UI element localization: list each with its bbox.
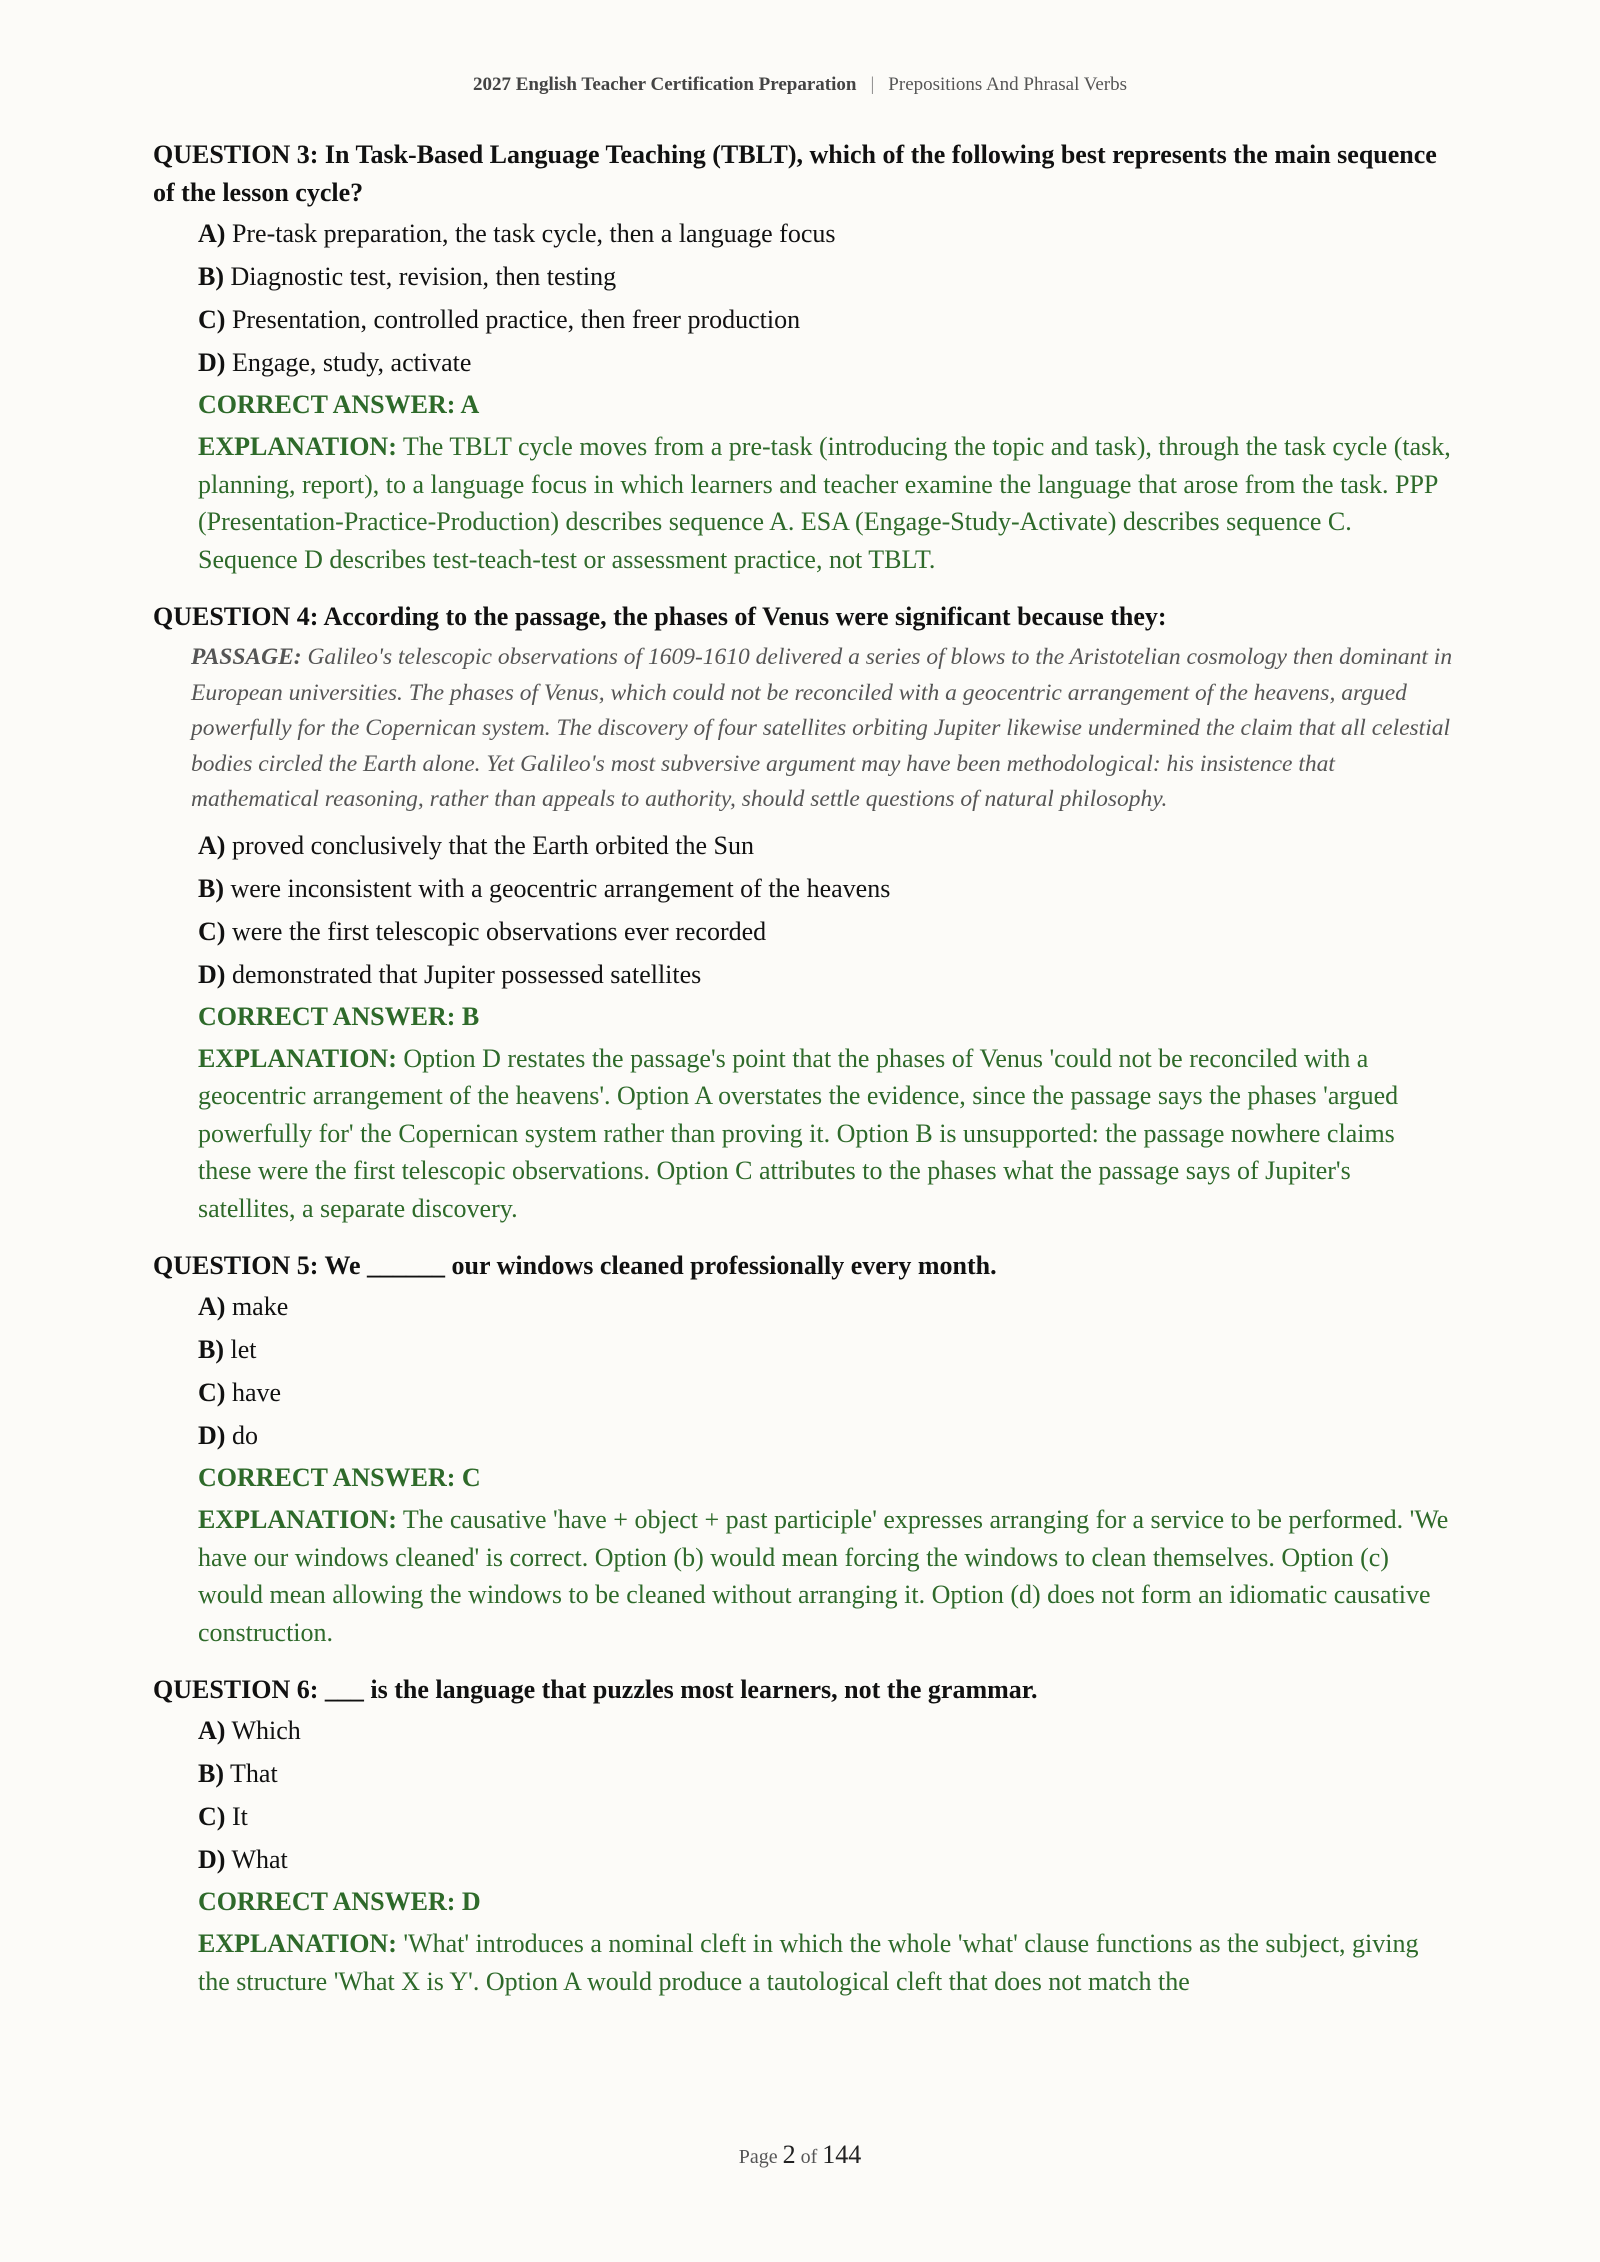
option-item — [198, 867, 1453, 910]
option-text: Engage, study, activate — [231, 348, 472, 377]
option-list — [198, 1709, 1453, 1881]
option-text: do — [231, 1421, 258, 1450]
question-block — [153, 136, 1453, 578]
option-letter: C) — [198, 916, 226, 946]
option-text: let — [230, 1335, 257, 1364]
option-item — [198, 1328, 1453, 1371]
page-footer — [0, 2140, 1600, 2170]
correct-answer: CORRECT ANSWER: D — [198, 1887, 481, 1916]
page-header — [0, 74, 1600, 96]
option-text: make — [231, 1292, 289, 1321]
option-text: It — [231, 1802, 248, 1831]
explanation-label: EXPLANATION: — [198, 1929, 397, 1958]
option-text: proved conclusively that the Earth orbited the Sun — [231, 830, 754, 860]
option-item — [198, 1795, 1453, 1838]
passage-text: Galileo's telescopic observations of 1609-1610 delivered a series of blows to the Aristotelian cosmology then dominant in European universities. The phases of Venus, which could not be reconciled with a geocentric arrangement of the heavens, argued powerfully for the Copernican system. The discovery of four satellites orbiting Jupiter likewise undermined the claim that all celestial bodies circled the Earth alone. Yet Galileo's most subversive argument may have been methodological: his insistence that mathematical reasoning, rather than appeals to authority, should settle questions of natural philosophy. — [191, 644, 1453, 812]
option-item — [198, 1709, 1453, 1752]
option-letter: A) — [198, 830, 226, 860]
option-list — [198, 1285, 1453, 1457]
option-item — [198, 341, 1453, 384]
question-block — [153, 1671, 1453, 2000]
header-separator: | — [870, 74, 875, 95]
explanation-text: 'What' introduces a nominal cleft in which the whole 'what' clause functions as the subject, giving the structure 'What X is Y'. Option A would produce a tautological cleft that does not match the — [198, 1929, 1419, 1996]
option-text: Which — [231, 1716, 301, 1745]
page-number: 2 — [782, 2140, 796, 2169]
reading-passage — [191, 640, 1453, 818]
question-stem: QUESTION 4: According to the passage, the phases of Venus were significant because they: — [153, 602, 1167, 631]
explanation-label: EXPLANATION: — [198, 1505, 397, 1534]
document-title: 2027 English Teacher Certification Preparation — [472, 74, 857, 95]
section-title: Prepositions And Phrasal Verbs — [888, 74, 1128, 95]
option-item — [198, 953, 1453, 996]
option-text: Presentation, controlled practice, then freer production — [231, 305, 801, 334]
option-item — [198, 212, 1453, 255]
option-text: were the first telescopic observations ever recorded — [231, 916, 767, 946]
option-letter: C) — [198, 305, 226, 334]
explanation — [198, 428, 1453, 578]
option-letter: D) — [198, 1845, 226, 1874]
option-text: demonstrated that Jupiter possessed satellites — [231, 959, 702, 989]
option-item — [198, 1414, 1453, 1457]
explanation — [198, 1925, 1453, 2000]
option-letter: B) — [198, 262, 224, 291]
passage-label: PASSAGE: — [191, 644, 302, 670]
option-item — [198, 910, 1453, 953]
option-text: were inconsistent with a geocentric arrangement of the heavens — [230, 873, 891, 903]
option-letter: D) — [198, 1421, 226, 1450]
question-stem: QUESTION 5: We ______ our windows cleaned professionally every month. — [153, 1251, 997, 1280]
correct-answer: CORRECT ANSWER: C — [198, 1463, 481, 1492]
explanation — [198, 1040, 1453, 1228]
option-letter: A) — [198, 1716, 226, 1745]
explanation-text: The causative 'have + object + past participle' expresses arranging for a service to be performed. 'We have our windows cleaned' is correct. Option (b) would mean forcing the windows to clean themselves. Option (c) would mean allowing the windows to be cleaned without arranging it. Option (d) does not form an idiomatic causative construction. — [198, 1505, 1449, 1647]
explanation-text: The TBLT cycle moves from a pre-task (introducing the topic and task), through the task cycle (task, planning, report), to a language focus in which learners and teacher examine the language that arose from the task. PPP (Presentation-Practice-Production) describes sequence A. ESA (Engage-Study-Activate) describes sequence C. Sequence D describes test-teach-test or assessment practice, not TBLT. — [198, 432, 1451, 574]
option-item — [198, 1752, 1453, 1795]
option-list — [198, 212, 1453, 384]
option-letter: B) — [198, 1335, 224, 1364]
question-stem: QUESTION 3: In Task-Based Language Teaching (TBLT), which of the following best represents the main sequence of the lesson cycle? — [153, 140, 1437, 207]
total-pages: 144 — [822, 2140, 862, 2169]
page-word: Page — [738, 2146, 778, 2168]
option-letter: D) — [198, 348, 226, 377]
question-block — [153, 1247, 1453, 1651]
option-item — [198, 255, 1453, 298]
question-block — [153, 598, 1453, 1227]
option-text: Diagnostic test, revision, then testing — [230, 262, 617, 291]
option-letter: C) — [198, 1802, 226, 1831]
option-letter: B) — [198, 873, 224, 903]
option-text: have — [231, 1378, 282, 1407]
option-list — [198, 824, 1453, 996]
explanation-text: Option D restates the passage's point that the phases of Venus 'could not be reconciled with a geocentric arrangement of the heavens'. Option A overstates the evidence, since the passage says the phases 'argued powerfully for' the Copernican system rather than proving it. Option B is unsupported: the passage nowhere claims these were the first telescopic observations. Option C attributes to the phases what the passage says of Jupiter's satellites, a separate discovery. — [198, 1043, 1399, 1223]
option-letter: A) — [198, 219, 226, 248]
option-letter: A) — [198, 1292, 226, 1321]
option-text: That — [230, 1759, 278, 1788]
option-text: Pre-task preparation, the task cycle, then a language focus — [231, 219, 836, 248]
correct-answer: CORRECT ANSWER: B — [198, 1001, 480, 1031]
page-content — [153, 136, 1453, 2020]
question-stem: QUESTION 6: ___ is the language that puzzles most learners, not the grammar. — [153, 1675, 1038, 1704]
option-letter: D) — [198, 959, 226, 989]
option-letter: C) — [198, 1378, 226, 1407]
explanation — [198, 1501, 1453, 1651]
of-word: of — [800, 2146, 818, 2168]
option-item — [198, 1838, 1453, 1881]
option-item — [198, 824, 1453, 867]
option-text: What — [231, 1845, 288, 1874]
option-item — [198, 1285, 1453, 1328]
option-letter: B) — [198, 1759, 224, 1788]
option-item — [198, 1371, 1453, 1414]
correct-answer: CORRECT ANSWER: A — [198, 390, 480, 419]
explanation-label: EXPLANATION: — [198, 1043, 397, 1073]
option-item — [198, 298, 1453, 341]
explanation-label: EXPLANATION: — [198, 432, 397, 461]
